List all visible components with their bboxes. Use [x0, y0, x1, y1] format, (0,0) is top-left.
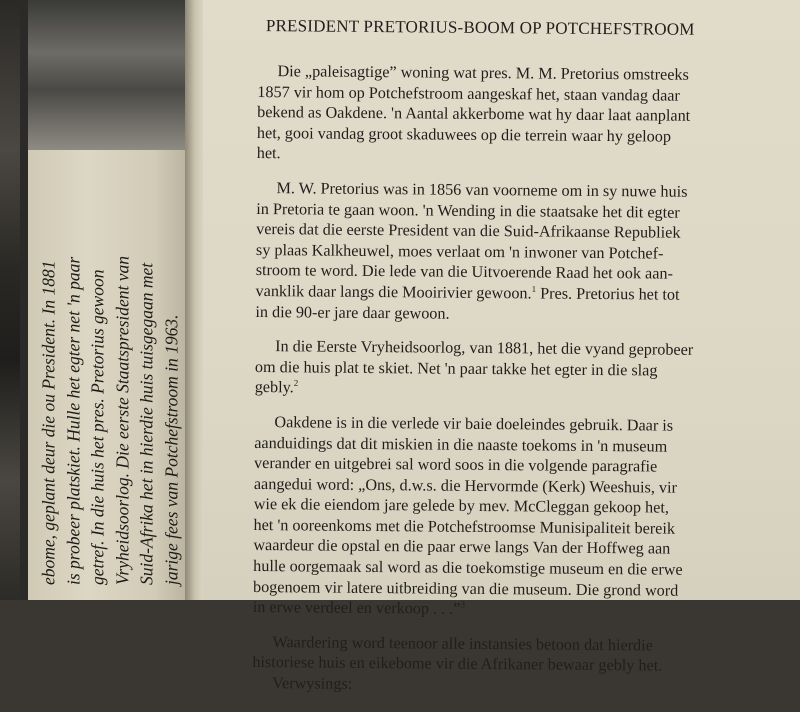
left-page-photo-edge [20, 0, 28, 600]
text-segment: gebly. [254, 378, 294, 397]
text-line: aangedui word: „Ons, d.w.s. die Hervormde (Kerk) Weeshuis, vir [253, 474, 678, 497]
text-line: M. W. Pretorius was in 1856 van voorneme om in sy nuwe huis [276, 179, 688, 201]
caption-line: getref. In die huis het pres. Pretorius gewoon [87, 269, 108, 585]
text-line: in Pretoria te gaan woon. 'n Wending in die staatsake het dit egter [256, 199, 680, 222]
text-line: 1857 vir hom op Potchefstroom aangeskaf het, staan vandag daar [257, 82, 680, 105]
text-line: historiese huis en eikebome vir die Afrikaner bewaar gebly het. [252, 653, 663, 675]
paragraph-5 [252, 632, 781, 698]
text-line: sy plaas Kalkheuwel, moes verlaat om 'n inwoner van Potchef- [255, 240, 664, 263]
left-page-photo [20, 0, 188, 150]
text-line: het. [256, 144, 281, 163]
caption-line: is probeer platskiet. Hulle het egter net 'n paar [63, 256, 83, 585]
text-line: bekend as Oakdene. 'n Aantal akkerbome wat hy daar laat aanplant [257, 103, 691, 125]
footnote-marker: 1 [531, 283, 537, 294]
caption-line: Suid-Afrika het in hierdie huis tuisgegaan met [136, 262, 157, 585]
page-title: PRESIDENT PRETORIUS-BOOM OP POTCHEFSTROOM [265, 16, 695, 39]
text-line: aanduidings dat dit miskien in die naaste toekoms in 'n museum [254, 433, 668, 456]
paragraph-1 [257, 61, 786, 169]
text-line [253, 597, 781, 622]
text-line: hulle oorgemaak sal word as die toekomstige museum en die erwe [253, 557, 683, 579]
text-line: bogenoem vir latere uitbreiding van die museum. Die grond word [252, 577, 679, 600]
left-page [20, 0, 188, 600]
text-segment: Pres. Pretorius het tot [536, 284, 680, 304]
right-page [203, 0, 800, 693]
text-line: om die huis plat te skiet. Net 'n paar takke het egter in die slag [254, 357, 658, 380]
footnote-marker: 3 [460, 599, 466, 610]
text-line: vereis dat die eerste President van die Suid-Afrikaanse Republiek [256, 220, 681, 242]
text-line: In die Eerste Vryheidsoorlog, van 1881, het die vyand geprobeer [275, 337, 694, 359]
text-line [255, 377, 783, 402]
paragraph-4 [253, 412, 783, 623]
text-segment: vanklik daar langs die Mooirivier gewoon. [255, 281, 532, 303]
text-line: het, gooi vandag groot skaduwees op die terrein waar hy geloop [256, 123, 672, 146]
paragraph-2 [255, 178, 784, 327]
text-line: Die „paleisagtige” woning wat pres. M. M. Pretorius omstreeks [277, 62, 689, 84]
text-line: in die 90-er jare daar gewoon. [255, 302, 450, 323]
text-segment: in erwe verdeel en verkoop . . .” [252, 598, 461, 619]
text-line: verander en uitgebrei sal word soos in die volgende paragrafie [254, 454, 658, 476]
document-body [252, 16, 786, 712]
caption-line: Vryheidsoorlog. Die eerste Staatspresident van [112, 255, 132, 585]
text-line: wie ek die eiendom jare gelede by mev. McCleggan gekoop het, [253, 495, 669, 517]
footnote-marker: 2 [293, 378, 299, 389]
paragraph-3 [255, 336, 784, 402]
photo-caption [37, 165, 184, 585]
book-edge [0, 0, 20, 600]
text-line: stroom te word. Die lede van die Uitvoerende Raad het ook aan- [255, 261, 673, 283]
caption-line: jarige fees van Potchefstroom in 1963. [161, 314, 181, 585]
text-line: Waardering word teenoor alle instansies betoon dat hierdie [272, 632, 653, 655]
references-heading: Verwysings: [272, 674, 353, 693]
text-line: waardeur die opstal en die paar erwe langs Van der Hoffweg aan [253, 536, 671, 559]
caption-line: ebome, geplant deur die ou President. In 1881 [38, 260, 59, 585]
text-line: het 'n ooreenkoms met die Potchefstroomse Munisipaliteit bereik [253, 515, 676, 538]
text-line: Oakdene is in die verlede vir baie doeleindes gebruik. Daar is [274, 413, 674, 435]
